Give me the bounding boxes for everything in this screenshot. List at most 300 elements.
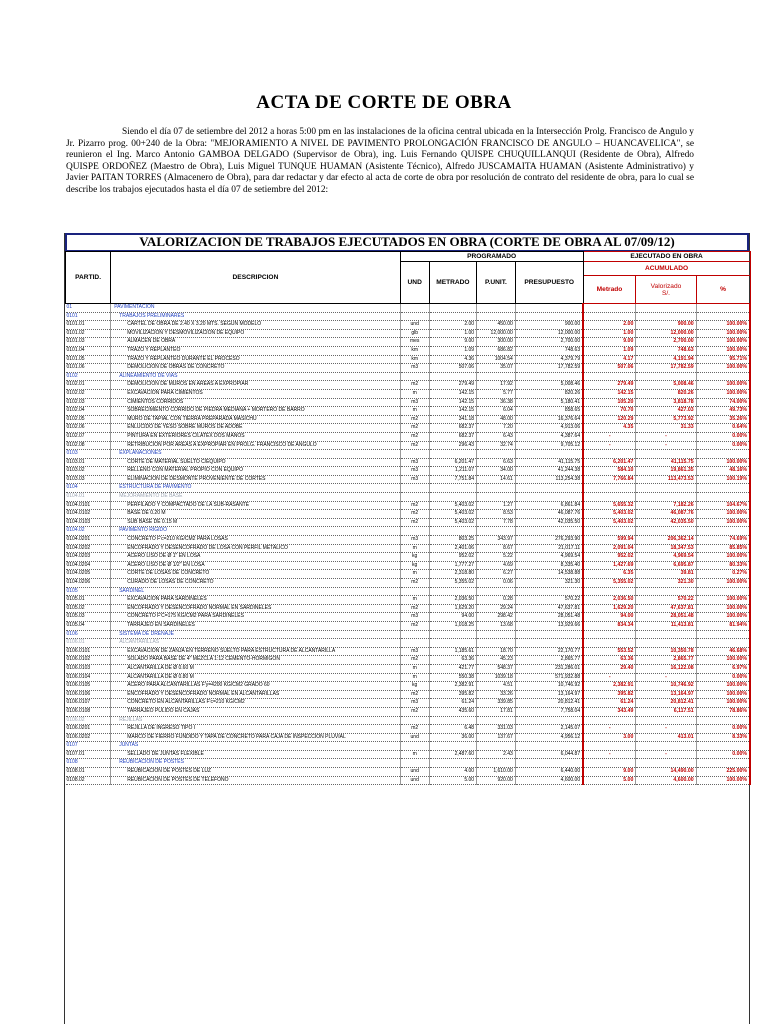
metrado-cell: 2,036.50 — [429, 596, 476, 605]
description-cell: TRAZO Y REPLANTEO DURANTE EL PROCESO — [111, 355, 400, 364]
metrado-cell: 9.00 — [429, 338, 476, 347]
executed-percent-cell: 100.00% — [696, 518, 750, 527]
executed-percent-cell: 49.73% — [696, 407, 750, 416]
description-cell: ALINEAMIENTO DE VIAS — [111, 372, 400, 381]
budget-cell — [515, 587, 583, 596]
metrado-cell: 550.38 — [429, 673, 476, 682]
description-cell: CONCRETO F'C=175 KG/CM2 PARA SARDINELES — [111, 613, 400, 622]
table-row — [66, 415, 751, 424]
unit-cell: km — [400, 346, 429, 355]
description-cell: CONCRETO F'c=210 KG/CM2 PARA LOSAS — [111, 536, 400, 545]
unit-price-cell: 12,000.00 — [477, 329, 516, 338]
partida-cell: 0104.0206 — [66, 579, 111, 588]
executed-metrado-cell: 5.00 — [583, 776, 636, 785]
executed-metrado-cell — [583, 450, 636, 459]
executed-percent-cell: 100.00% — [696, 682, 750, 691]
executed-value-cell: 820.26 — [636, 389, 696, 398]
partida-cell: 0103 — [66, 450, 111, 459]
unit-price-cell: 6.27 — [477, 570, 516, 579]
unit-price-cell: 17.81 — [477, 707, 516, 716]
description-cell: REUBICACION DE POSTES — [111, 759, 400, 768]
partida-cell: 0107.01 — [66, 750, 111, 759]
partida-cell: 0108 — [66, 759, 111, 768]
table-row — [66, 398, 751, 407]
unit-price-cell: 6.43 — [477, 432, 516, 441]
table-row — [66, 321, 751, 330]
executed-value-cell: 14,490.00 — [636, 768, 696, 777]
unit-price-cell: 13.68 — [477, 621, 516, 630]
executed-metrado-cell: - — [583, 441, 636, 450]
budget-cell: 9,705.12 — [515, 441, 583, 450]
unit-cell: kg — [400, 553, 429, 562]
unit-price-cell: 339.85 — [477, 699, 516, 708]
executed-percent-cell: 100.00% — [696, 510, 750, 519]
metrado-cell: 1,777.27 — [429, 561, 476, 570]
unit-cell — [400, 587, 429, 596]
description-cell: CIMIENTOS CORRIDOS — [111, 398, 400, 407]
executed-percent-cell: 74.69% — [696, 536, 750, 545]
metrado-cell: 142.15 — [429, 389, 476, 398]
executed-percent-cell: 100.00% — [696, 346, 750, 355]
unit-cell: m2 — [400, 441, 429, 450]
unit-cell: m — [400, 664, 429, 673]
executed-metrado-cell: 63.36 — [583, 656, 636, 665]
partida-cell: 0104.0202 — [66, 544, 111, 553]
executed-percent-cell: 100.00% — [696, 329, 750, 338]
header-und: UND — [400, 262, 429, 304]
executed-value-cell: 19,861.35 — [636, 467, 696, 476]
executed-value-cell — [636, 493, 696, 502]
executed-metrado-cell: - — [583, 432, 636, 441]
table-row — [66, 613, 751, 622]
table-row — [66, 664, 751, 673]
executed-metrado-cell: 4.17 — [583, 355, 636, 364]
executed-percent-cell — [696, 587, 750, 596]
table-row — [66, 768, 751, 777]
metrado-cell: 952.02 — [429, 553, 476, 562]
table-row — [66, 596, 751, 605]
partida-cell: 0101.01 — [66, 321, 111, 330]
unit-cell: m3 — [400, 364, 429, 373]
executed-percent-cell — [696, 493, 750, 502]
budget-cell: 12,000.00 — [515, 329, 583, 338]
metrado-cell — [429, 493, 476, 502]
header-valorizado — [636, 276, 696, 304]
unit-price-cell: 29.24 — [477, 604, 516, 613]
partida-cell: 0105.03 — [66, 613, 111, 622]
table-row — [66, 656, 751, 665]
table-row — [66, 716, 751, 725]
executed-metrado-cell — [583, 716, 636, 725]
budget-cell: 321.30 — [515, 579, 583, 588]
metrado-cell: 1,211.07 — [429, 467, 476, 476]
partida-cell: 0103.03 — [66, 475, 111, 484]
executed-percent-cell: 100.00% — [696, 321, 750, 330]
description-cell: TARRAJEO EN SARDINELES — [111, 621, 400, 630]
executed-value-cell: 11,413.81 — [636, 621, 696, 630]
unit-price-cell — [477, 450, 516, 459]
executed-metrado-cell: 6.35 — [583, 570, 636, 579]
executed-value-cell — [636, 630, 696, 639]
unit-price-cell — [477, 493, 516, 502]
unit-price-cell: 7.20 — [477, 424, 516, 433]
executed-percent-cell: 95.71% — [696, 355, 750, 364]
partida-cell: 0107 — [66, 742, 111, 751]
executed-percent-cell: 100.00% — [696, 690, 750, 699]
table-row — [66, 759, 751, 768]
executed-percent-cell: 100.00% — [696, 656, 750, 665]
unit-price-cell — [477, 312, 516, 321]
description-cell: REUBICACION DE POSTES DE TELEFONO — [111, 776, 400, 785]
unit-cell — [400, 493, 429, 502]
partida-cell: 0102.01 — [66, 381, 111, 390]
executed-percent-cell: 0.00% — [696, 441, 750, 450]
executed-metrado-cell — [583, 304, 636, 313]
executed-metrado-cell — [583, 372, 636, 381]
unit-cell: m — [400, 673, 429, 682]
header-punit: P.UNIT. — [477, 262, 516, 304]
executed-percent-cell — [696, 304, 750, 313]
unit-price-cell: 33.26 — [477, 690, 516, 699]
executed-value-cell — [636, 759, 696, 768]
partida-cell: 0106.0202 — [66, 733, 111, 742]
description-cell: REUBICACION DE POSTES DE LUZ — [111, 768, 400, 777]
unit-price-cell: 1.27 — [477, 501, 516, 510]
unit-cell: m2 — [400, 424, 429, 433]
budget-cell: 276,293.90 — [515, 536, 583, 545]
description-cell: CARTEL DE OBRA DE 2.40 X 3.20 MTS. SEGUN MODELO — [111, 321, 400, 330]
description-cell: SUB BASE DE 0.15 M — [111, 518, 400, 527]
unit-cell: m3 — [400, 536, 429, 545]
executed-percent-cell: 80.33% — [696, 561, 750, 570]
partida-cell: 0106.0101 — [66, 647, 111, 656]
budget-cell: 5,180.41 — [515, 398, 583, 407]
executed-metrado-cell: 9.00 — [583, 338, 636, 347]
description-cell: ALCANTARILLA DE Ø 0.80 M — [111, 673, 400, 682]
partida-cell: 0106.0105 — [66, 682, 111, 691]
budget-cell — [515, 304, 583, 313]
budget-cell — [515, 450, 583, 459]
unit-price-cell: 0.06 — [477, 579, 516, 588]
unit-price-cell — [477, 759, 516, 768]
executed-percent-cell: 100.00% — [696, 776, 750, 785]
partida-cell: 0104.0101 — [66, 501, 111, 510]
metrado-cell — [429, 312, 476, 321]
description-cell: SOLADO PARA BASE DE 4" MEZCLA 1:12 CEMENTO-HORMIGON — [111, 656, 400, 665]
description-cell: CORTE DE MATERIAL SUELTO C/EQUIPO — [111, 458, 400, 467]
partida-cell: 0104.0205 — [66, 570, 111, 579]
table-row — [66, 647, 751, 656]
metrado-cell: 5.00 — [429, 776, 476, 785]
unit-cell: m2 — [400, 501, 429, 510]
budget-cell: 571,932.88 — [515, 673, 583, 682]
executed-percent-cell: 0.64% — [696, 424, 750, 433]
executed-percent-cell: 225.00% — [696, 768, 750, 777]
executed-value-cell — [636, 527, 696, 536]
metrado-cell: 2.00 — [429, 321, 476, 330]
executed-metrado-cell: 343.49 — [583, 707, 636, 716]
executed-percent-cell — [696, 484, 750, 493]
executed-value-cell: - — [636, 750, 696, 759]
description-cell: PAVIMENTACION — [111, 304, 400, 313]
executed-value-cell: 6,695.87 — [636, 561, 696, 570]
unit-price-cell — [477, 630, 516, 639]
executed-value-cell — [636, 716, 696, 725]
unit-cell: km — [400, 355, 429, 364]
unit-price-cell: 298.42 — [477, 613, 516, 622]
executed-metrado-cell: 61.24 — [583, 699, 636, 708]
budget-cell: 20,812.41 — [515, 699, 583, 708]
executed-value-cell: 46,087.76 — [636, 510, 696, 519]
table-row — [66, 699, 751, 708]
executed-percent-cell: 81.94% — [696, 621, 750, 630]
budget-cell — [515, 716, 583, 725]
table-row — [66, 450, 751, 459]
partida-cell: 0104 — [66, 484, 111, 493]
unit-cell: m3 — [400, 647, 429, 656]
budget-cell: 4,387.64 — [515, 432, 583, 441]
executed-percent-cell: 85.85% — [696, 544, 750, 553]
table-row — [66, 518, 751, 527]
unit-cell: m2 — [400, 432, 429, 441]
metrado-cell: 61.24 — [429, 699, 476, 708]
executed-metrado-cell: 584.10 — [583, 467, 636, 476]
partida-cell: 0104.0102 — [66, 510, 111, 519]
description-cell: EXPLANACIONES — [111, 450, 400, 459]
description-cell: DEMOLICION DE OBRAS DE CONCRETO — [111, 364, 400, 373]
executed-value-cell: 4,969.54 — [636, 553, 696, 562]
partida-cell: 0104.02 — [66, 527, 111, 536]
metrado-cell — [429, 759, 476, 768]
executed-value-cell: 39.81 — [636, 570, 696, 579]
executed-metrado-cell: 834.34 — [583, 621, 636, 630]
description-cell: BASE DE 0.20 M — [111, 510, 400, 519]
partida-cell: 0102.02 — [66, 389, 111, 398]
executed-metrado-cell — [583, 484, 636, 493]
budget-cell: 2,145.07 — [515, 725, 583, 734]
metrado-cell — [429, 630, 476, 639]
executed-value-cell: 16,122.08 — [636, 664, 696, 673]
unit-price-cell: 548.37 — [477, 664, 516, 673]
executed-value-cell — [636, 484, 696, 493]
executed-percent-cell: 104.67% — [696, 501, 750, 510]
metrado-cell: 142.15 — [429, 407, 476, 416]
unit-cell: und — [400, 768, 429, 777]
budget-cell: 5,008.46 — [515, 381, 583, 390]
budget-cell: 8,335.40 — [515, 561, 583, 570]
description-cell: JUNTAS — [111, 742, 400, 751]
executed-value-cell: 206,362.14 — [636, 536, 696, 545]
description-cell: TRAZO Y REPLANTEO — [111, 346, 400, 355]
executed-value-cell: 5,773.92 — [636, 415, 696, 424]
executed-percent-cell: 48.16% — [696, 467, 750, 476]
table-row — [66, 338, 751, 347]
executed-metrado-cell: 5,403.02 — [583, 510, 636, 519]
header-programado: PROGRAMADO — [400, 252, 583, 262]
executed-percent-cell: 100.00% — [696, 596, 750, 605]
unit-price-cell — [477, 304, 516, 313]
unit-price-cell: 686.82 — [477, 346, 516, 355]
table-row — [66, 690, 751, 699]
executed-metrado-cell: 5,355.02 — [583, 579, 636, 588]
metrado-cell: 421.77 — [429, 664, 476, 673]
unit-cell: m3 — [400, 467, 429, 476]
description-cell: SOBRECIMIENTO CORRIDO DE PIEDRA MEDIANA + MORTERO DE BARRO — [111, 407, 400, 416]
executed-percent-cell — [696, 639, 750, 648]
executed-percent-cell: 6.97% — [696, 664, 750, 673]
executed-metrado-cell: 2.00 — [583, 321, 636, 330]
description-cell: ALCANTARILLA DE Ø 0.60 M — [111, 664, 400, 673]
metrado-cell: 682.37 — [429, 424, 476, 433]
unit-price-cell: 6.04 — [477, 407, 516, 416]
description-cell: ALCANTARILLAS — [111, 639, 400, 648]
table-row — [66, 312, 751, 321]
table-row — [66, 432, 751, 441]
executed-value-cell: 10,350.78 — [636, 647, 696, 656]
metrado-cell: 4.00 — [429, 768, 476, 777]
description-cell: MEJORAMIENTO DE BASE — [111, 493, 400, 502]
description-cell: ALMACEN DE OBRA — [111, 338, 400, 347]
partida-cell: 0106.0104 — [66, 673, 111, 682]
table-row — [66, 389, 751, 398]
executed-percent-cell: 100.00% — [696, 364, 750, 373]
unit-cell: m — [400, 596, 429, 605]
executed-percent-cell: 35.26% — [696, 415, 750, 424]
budget-cell: 21,017.11 — [515, 544, 583, 553]
unit-cell: m3 — [400, 458, 429, 467]
budget-cell: 4,379.79 — [515, 355, 583, 364]
metrado-cell — [429, 742, 476, 751]
executed-value-cell: - — [636, 441, 696, 450]
executed-percent-cell: 100.00% — [696, 338, 750, 347]
executed-value-cell: 42,035.50 — [636, 518, 696, 527]
partida-cell: 0103.01 — [66, 458, 111, 467]
executed-percent-cell: 100.00% — [696, 553, 750, 562]
executed-percent-cell: 0.00% — [696, 725, 750, 734]
partida-cell: 0101.03 — [66, 338, 111, 347]
unit-price-cell: 5.22 — [477, 553, 516, 562]
metrado-cell: 36.00 — [429, 733, 476, 742]
unit-cell: m3 — [400, 398, 429, 407]
description-cell: DEMOLICION DE MUROS EN AREAS A EXPROPIAR — [111, 381, 400, 390]
executed-metrado-cell: 507.06 — [583, 364, 636, 373]
budget-cell: 13,164.97 — [515, 690, 583, 699]
unit-price-cell: 2.43 — [477, 750, 516, 759]
table-row — [66, 364, 751, 373]
header-valorizado-label: Valorizado — [650, 282, 682, 290]
unit-cell: m — [400, 544, 429, 553]
unit-cell — [400, 304, 429, 313]
executed-percent-cell: 46.68% — [696, 647, 750, 656]
unit-price-cell — [477, 372, 516, 381]
unit-cell: m2 — [400, 656, 429, 665]
executed-percent-cell: 74.00% — [696, 398, 750, 407]
executed-metrado-cell: 952.02 — [583, 553, 636, 562]
executed-value-cell: 7,182.26 — [636, 501, 696, 510]
description-cell: ACERO LISO DE Ø 1/2" EN LOSA — [111, 561, 400, 570]
description-cell: RELLENO CON MATERIAL PROPIO CON EQUIPO — [111, 467, 400, 476]
unit-cell — [400, 639, 429, 648]
metrado-cell: 507.06 — [429, 364, 476, 373]
unit-price-cell: 6.63 — [477, 458, 516, 467]
executed-metrado-cell: 5,655.32 — [583, 501, 636, 510]
table-row — [66, 536, 751, 545]
partida-cell: 0106.0107 — [66, 699, 111, 708]
unit-cell — [400, 742, 429, 751]
partida-cell: 0106.0103 — [66, 664, 111, 673]
unit-cell: und — [400, 733, 429, 742]
executed-value-cell: - — [636, 673, 696, 682]
table-row — [66, 346, 751, 355]
metrado-cell: 142.15 — [429, 398, 476, 407]
unit-cell — [400, 450, 429, 459]
partida-cell: 0106.0201 — [66, 725, 111, 734]
valuation-table — [65, 251, 751, 785]
executed-metrado-cell — [583, 630, 636, 639]
executed-value-cell: 6,117.51 — [636, 707, 696, 716]
metrado-cell: 803.25 — [429, 536, 476, 545]
metrado-cell: 5,403.02 — [429, 501, 476, 510]
header-acumulado: ACUMULADO — [583, 262, 750, 276]
executed-metrado-cell: 94.00 — [583, 613, 636, 622]
unit-cell: m — [400, 389, 429, 398]
executed-value-cell — [636, 312, 696, 321]
unit-price-cell: 0.28 — [477, 596, 516, 605]
metrado-cell — [429, 527, 476, 536]
unit-price-cell — [477, 587, 516, 596]
header-metrado-ejecutado: Metrado — [583, 276, 636, 304]
partida-cell: 0105 — [66, 587, 111, 596]
table-row — [66, 329, 751, 338]
partida-cell: 0104.0103 — [66, 518, 111, 527]
executed-percent-cell: 100.00% — [696, 381, 750, 390]
unit-cell: glb — [400, 329, 429, 338]
executed-metrado-cell: 120.29 — [583, 415, 636, 424]
unit-price-cell: 34.00 — [477, 467, 516, 476]
executed-metrado-cell: 70.70 — [583, 407, 636, 416]
unit-price-cell: 7.78 — [477, 518, 516, 527]
description-cell: CORTE DE LOSAS DE CONCRETO — [111, 570, 400, 579]
executed-value-cell — [636, 372, 696, 381]
unit-cell: m2 — [400, 510, 429, 519]
header-descripcion: DESCRIPCION — [111, 252, 400, 304]
executed-metrado-cell: 9.00 — [583, 768, 636, 777]
unit-cell: m2 — [400, 381, 429, 390]
table-row — [66, 484, 751, 493]
unit-cell: m2 — [400, 579, 429, 588]
budget-cell: 46,087.76 — [515, 510, 583, 519]
budget-cell: 2,700.00 — [515, 338, 583, 347]
unit-price-cell: 4.69 — [477, 561, 516, 570]
description-cell: SARDINEL — [111, 587, 400, 596]
partida-cell: 0102.07 — [66, 432, 111, 441]
executed-value-cell: 20,812.41 — [636, 699, 696, 708]
partida-cell: 0105.04 — [66, 621, 111, 630]
unit-price-cell: 35.07 — [477, 364, 516, 373]
table-row — [66, 493, 751, 502]
partida-cell: 0101 — [66, 312, 111, 321]
partida-cell: 0104.0203 — [66, 553, 111, 562]
unit-cell — [400, 759, 429, 768]
partida-cell: 0108.02 — [66, 776, 111, 785]
partida-cell: 0106.02 — [66, 716, 111, 725]
executed-percent-cell — [696, 742, 750, 751]
budget-cell — [515, 527, 583, 536]
metrado-cell: 341.18 — [429, 415, 476, 424]
unit-price-cell — [477, 484, 516, 493]
executed-percent-cell — [696, 716, 750, 725]
unit-price-cell — [477, 716, 516, 725]
